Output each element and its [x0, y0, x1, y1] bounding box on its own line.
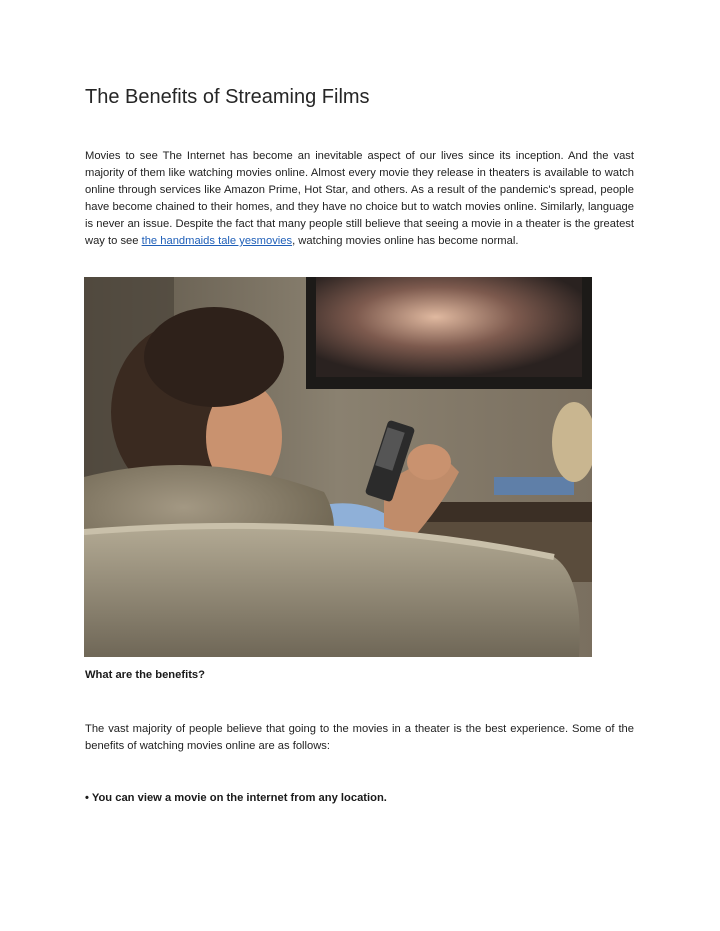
intro-text-before-link: Movies to see The Internet has become an inevitable aspect of our lives since its inception. And the vast majority of them like watching movies online. Almost every movie they release in theaters is available to watch online through services like Amazon Prime, Hot Star, and others. As a result of the pandemic's spread, people have become chained to their homes, and they have no choice but to watch movies online. Similarly, language is never an issue. Despite the fact that many people still believe that seeing a movie in a theater is the greatest way to see	[85, 150, 634, 247]
benefit-bullet-1: • You can view a movie on the internet from any location.	[85, 792, 387, 804]
intro-paragraph	[85, 148, 634, 250]
man-watching-tv-photo	[84, 277, 592, 657]
benefits-heading: What are the benefits?	[85, 669, 205, 681]
handmaids-tale-link[interactable]: the handmaids tale yesmovies	[141, 235, 293, 247]
benefits-intro-paragraph: The vast majority of people believe that going to the movies in a theater is the best experience. Some of the benefits of watching movies online are as follows:	[85, 723, 634, 752]
page-title: The Benefits of Streaming Films	[85, 86, 370, 108]
intro-text-after-link: , watching movies online has become normal.	[292, 235, 519, 247]
